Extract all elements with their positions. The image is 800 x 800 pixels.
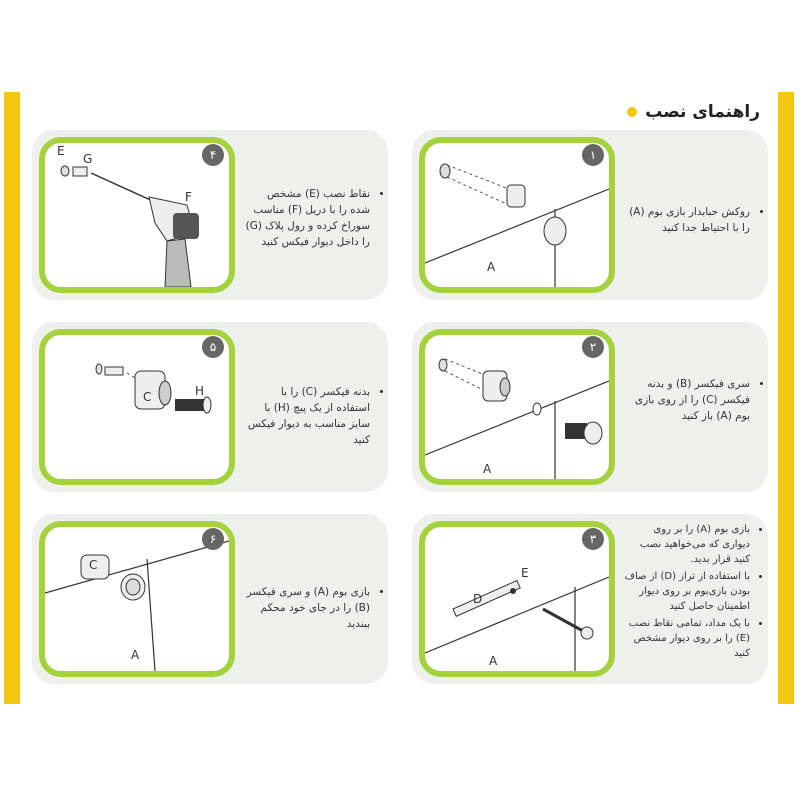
label-a: A xyxy=(483,462,492,476)
step-card-1 xyxy=(412,130,768,300)
step-3-line-3: • با یک مداد، تمامی نقاط نصب (E) را بر روی دیوار مشخص کنید xyxy=(624,616,750,661)
step-4-line-1: • نقاط نصب (E) مشخص شده را با دریل (F) مناسب سوراخ کرده و رول پلاک (G) را داخل دیوار فیکس کنید xyxy=(244,186,370,250)
left-yellow-rail xyxy=(4,92,20,704)
step-number-badge: ۲ xyxy=(582,336,604,358)
step-5-drawing xyxy=(45,335,229,479)
step-card-4 xyxy=(32,130,388,300)
label-c: C xyxy=(89,558,98,572)
step-1-line-1: • روکش حبابدار بازی بوم (A) را با احتیاط جدا کنید xyxy=(624,204,750,236)
page-title xyxy=(627,102,760,122)
step-number-badge: ۵ xyxy=(202,336,224,358)
step-3-drawing xyxy=(425,527,609,671)
step-card-2 xyxy=(412,322,768,492)
step-card-3 xyxy=(412,514,768,684)
step-card-5 xyxy=(32,322,388,492)
step-6-line-1: • بازی بوم (A) و سری فیکسر (B) را در جای خود محکم ببندید xyxy=(244,584,370,632)
label-a: A xyxy=(489,654,498,668)
step-number-badge: ۴ xyxy=(202,144,224,166)
step-number-badge: ۱ xyxy=(582,144,604,166)
label-h: H xyxy=(195,384,205,398)
step-3-line-2: • با استفاده از تراز (D) از صاف بودن بازی‌بوم بر روی دیوار اطمینان حاصل کنید xyxy=(624,569,750,614)
step-2-line-1: • سری فیکسر (B) و بدنه فیکسر (C) را از روی بازی بوم (A) باز کنید xyxy=(624,376,750,424)
right-yellow-rail xyxy=(778,92,794,704)
step-number-badge: ۶ xyxy=(202,528,224,550)
step-2-drawing xyxy=(425,335,609,479)
label-e: E xyxy=(521,566,529,580)
step-4-text xyxy=(244,186,380,252)
step-card-6 xyxy=(32,514,388,684)
label-a: A xyxy=(131,648,140,662)
step-number-badge: ۳ xyxy=(582,528,604,550)
label-c: C xyxy=(143,390,152,404)
step-1-drawing xyxy=(425,143,609,287)
step-5-line-1: • بدنه فیکسر (C) را با استفاده از یک پیچ (H) با سایز مناسب به دیوار فیکس کنید xyxy=(244,384,370,448)
step-1-text xyxy=(624,204,760,238)
step-2-text xyxy=(624,376,760,426)
title-text: راهنمای نصب xyxy=(645,102,760,122)
step-3-text xyxy=(624,522,760,663)
step-6-text xyxy=(244,584,380,634)
step-4-drawing xyxy=(45,143,229,287)
label-d: D xyxy=(473,592,483,606)
step-5-text xyxy=(244,384,380,450)
label-a: A xyxy=(487,260,496,274)
label-g: G xyxy=(83,152,93,166)
step-3-line-1: • بازی بوم (A) را بر روی دیواری که می‌خواهید نصب کنید قرار بدید. xyxy=(624,522,750,567)
step-6-drawing xyxy=(45,527,229,671)
label-e: E xyxy=(57,144,65,158)
title-bullet-icon xyxy=(627,107,637,117)
label-f: F xyxy=(185,190,192,204)
